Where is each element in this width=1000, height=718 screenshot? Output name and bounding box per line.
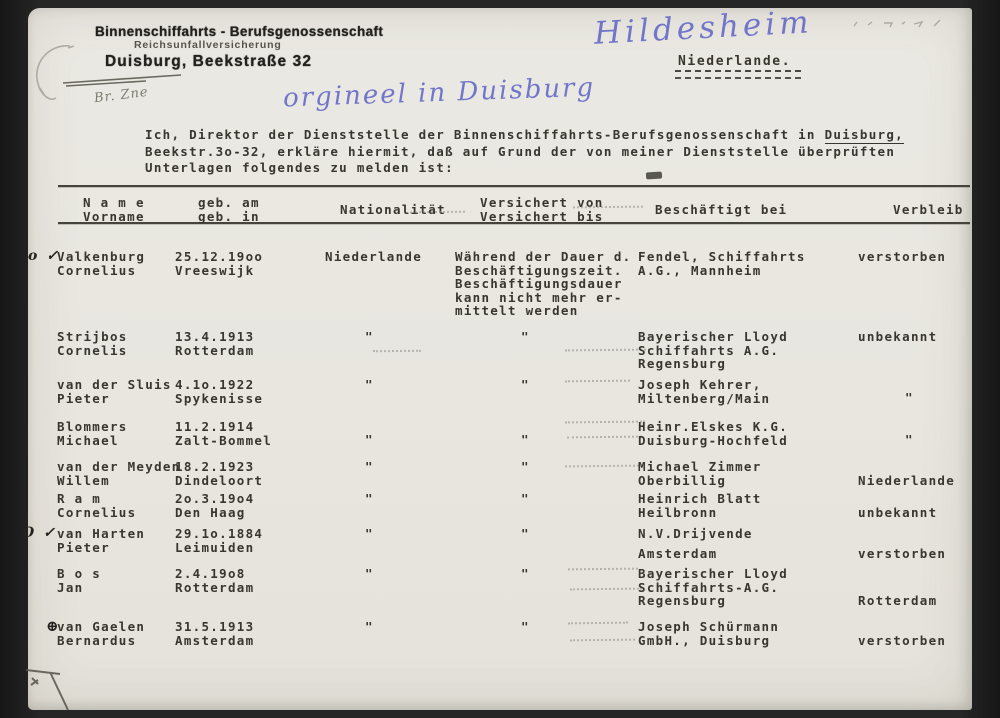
whereabouts: verstorben [858, 633, 947, 648]
person-name: Blommers Michael [57, 419, 128, 448]
birth-info: 2o.3.19o4 Den Haag [175, 491, 255, 520]
insured-period: Während der Dauer d. Beschäftigungszeit. Beschäftigungsdauer kann nicht mehr er- mittelt werden [455, 249, 632, 318]
person-name: van Harten Pieter [57, 526, 146, 555]
whereabouts-ditto: " [905, 432, 914, 447]
table-top-rule [58, 185, 970, 187]
whereabouts-ditto: " [905, 390, 914, 405]
birth-info: 29.1o.1884 Leimuiden [175, 526, 264, 555]
birth-info: 31.5.1913 Amsterdam [175, 619, 255, 648]
employer: Michael Zimmer Oberbillig [638, 459, 762, 488]
header-insured: Versichert von Versichert bis [480, 195, 604, 224]
stamp-address: Duisburg, Beekstraße 32 [105, 53, 313, 70]
person-name: Valkenburg Cornelius [57, 249, 146, 278]
birth-info: 25.12.19oo Vreeswijk [175, 249, 264, 278]
insured-period-ditto: " [521, 377, 530, 392]
person-name: van Gaelen Bernardus [57, 619, 146, 648]
whereabouts: unbekannt [858, 505, 938, 520]
pencil-loop-mark [30, 38, 86, 108]
insured-period-ditto: " [521, 329, 530, 344]
employer: Bayerischer Lloyd Schiffahrts A.G. Regensburg [638, 329, 789, 371]
row-annotation-mark: O ✓ [22, 525, 57, 541]
erasure-mark [410, 211, 465, 214]
person-name: van der Meyden Willem [57, 459, 181, 488]
handwritten-origin-note: orgineel in Duisburg [282, 72, 596, 114]
person-name: van der Sluis Pieter [57, 377, 172, 406]
birth-info: 18.2.1923 Dindeloort [175, 459, 264, 488]
pencil-note: Br. Zne [93, 84, 150, 107]
insured-period-ditto: " [521, 459, 530, 474]
birth-info: 11.2.1914 Zalt-Bommel [175, 419, 273, 448]
handwritten-city: Hildesheim [593, 4, 814, 52]
header-whereabouts: Verbleib [893, 202, 964, 217]
country-heading-underline [675, 70, 801, 79]
erasure-mark [570, 639, 635, 642]
erasure-mark [568, 622, 628, 625]
whereabouts: verstorben [858, 546, 947, 561]
employer: Bayerischer Lloyd Schiffahrts-A.G. Regensburg [638, 566, 789, 608]
stamp-organization: Binnenschiffahrts - Berufsgenossenschaft [95, 24, 384, 39]
employer: Heinr.Elskes K.G. Duisburg-Hochfeld [638, 419, 789, 448]
header-nationality: Nationalität [340, 202, 446, 217]
header-name: N a m e Vorname [83, 195, 145, 224]
employer: Joseph Kehrer, Miltenberg/Main [638, 377, 771, 406]
corner-fold-mark [24, 656, 84, 716]
nationality-ditto: " [365, 491, 374, 506]
pencil-scribble [850, 16, 950, 32]
birth-info: 4.1o.1922 Spykenisse [175, 377, 264, 406]
intro-line-3: Unterlagen folgendes zu melden ist: [145, 160, 454, 175]
employer: Heinrich Blatt Heilbronn [638, 491, 762, 520]
nationality-ditto: " [365, 329, 374, 344]
header-birth: geb. am geb. in [198, 195, 260, 224]
whereabouts: unbekannt [858, 329, 938, 344]
whereabouts: verstorben [858, 249, 947, 264]
employer: Fendel, Schiffahrts A.G., Mannheim [638, 249, 806, 278]
insured-period-ditto: " [521, 566, 530, 581]
nationality-ditto: " [365, 432, 374, 447]
birth-info: 2.4.19o8 Rotterdam [175, 566, 255, 595]
erasure-mark [565, 465, 643, 468]
person-name: B o s Jan [57, 566, 102, 595]
header-employer: Beschäftigt bei [655, 202, 788, 217]
nationality-ditto: " [365, 566, 374, 581]
insured-period-ditto: " [521, 491, 530, 506]
person-name: Strijbos Cornelis [57, 329, 128, 358]
erasure-mark [373, 350, 421, 353]
person-name: R a m Cornelius [57, 491, 137, 520]
row-annotation-mark: ⊕ [46, 617, 61, 635]
insured-period-ditto: " [521, 619, 530, 634]
erasure-mark [567, 436, 642, 439]
nationality-ditto: " [365, 377, 374, 392]
ink-smudge [646, 171, 662, 179]
nationality-ditto: " [365, 459, 374, 474]
erasure-mark [565, 380, 630, 383]
document-page [22, 4, 972, 710]
intro-line-1 [145, 128, 904, 142]
nationality-ditto: " [365, 619, 374, 634]
erasure-mark [568, 568, 638, 571]
nationality: Niederlande [325, 249, 423, 264]
erasure-mark [565, 421, 645, 424]
birth-info: 13.4.1913 Rotterdam [175, 329, 255, 358]
country-heading: Niederlande. [678, 54, 792, 69]
row-annotation-mark: o ✓ [28, 248, 60, 264]
employer: Joseph Schürmann GmbH., Duisburg [638, 619, 780, 648]
intro-city-underlined: Duisburg, [824, 127, 905, 142]
intro-line-2: Beekstr.3o-32, erkläre hiermit, daß auf Grund der von meiner Dienststelle überprüften [145, 143, 896, 159]
whereabouts: Rotterdam [858, 593, 938, 608]
insured-period-ditto: " [521, 432, 530, 447]
intro-line-1-text: Ich, Direktor der Dienststelle der Binnenschiffahrts-Berufsgenossenschaft in [145, 127, 825, 142]
erasure-mark [570, 588, 642, 591]
whereabouts: Niederlande [858, 473, 956, 488]
stamp-department: Reichsunfallversicherung [134, 39, 282, 51]
insured-period-ditto: " [521, 526, 530, 541]
erasure-mark [573, 206, 643, 209]
employer: N.V.Drijvende Amsterdam [638, 526, 753, 561]
nationality-ditto: " [365, 526, 374, 541]
